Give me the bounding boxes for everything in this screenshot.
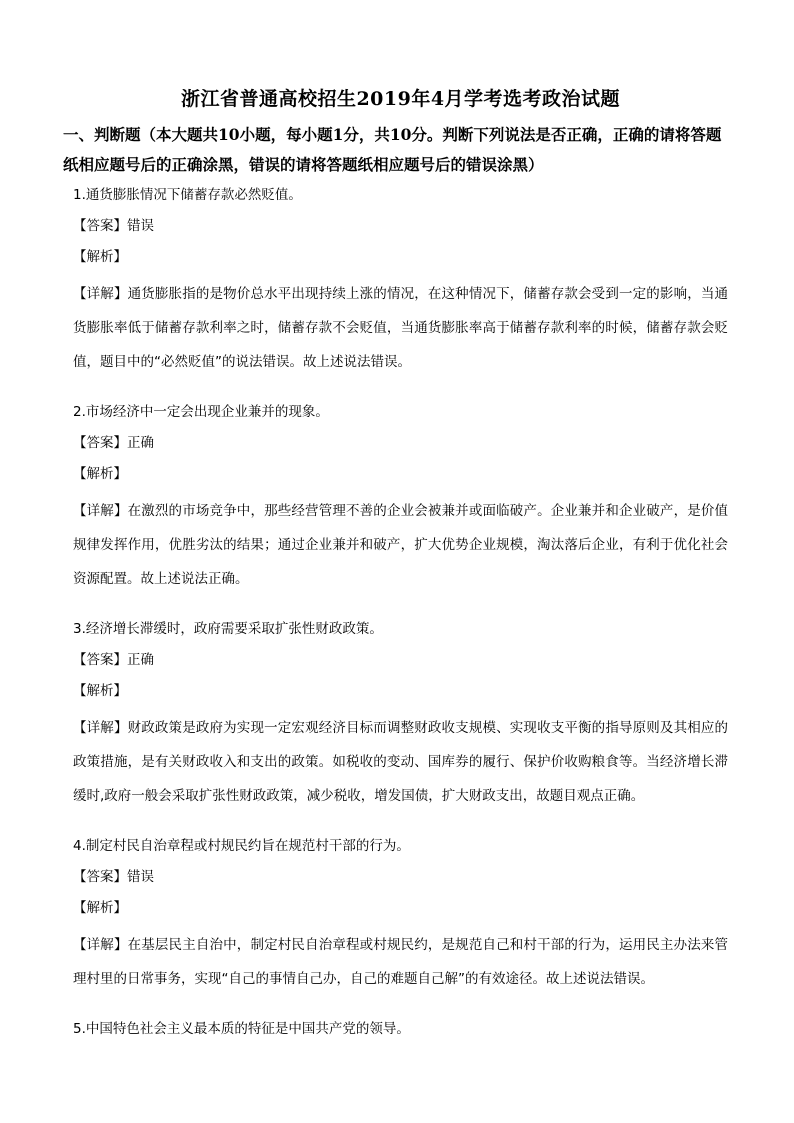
answer-value: 错误 — [127, 869, 154, 885]
detail-label: 【详解】 — [73, 503, 128, 519]
answer-label: 【答案】 — [73, 218, 127, 234]
question-stem: 4.制定村民自治章程或村规民约旨在规范村干部的行为。 — [73, 838, 410, 854]
question-stem: 2.市场经济中一定会出现企业兼并的现象。 — [73, 404, 329, 420]
answer-value: 正确 — [127, 435, 154, 451]
question-stem: 5.中国特色社会主义最本质的特征是中国共产党的领导。 — [73, 1021, 410, 1037]
question-stem: 3.经济增长滞缓时，政府需要采取扩张性财政政策。 — [73, 621, 383, 637]
answer-value: 错误 — [127, 218, 154, 234]
detail-label: 【详解】 — [73, 720, 128, 736]
answer-label: 【答案】 — [73, 652, 127, 668]
question-1 — [73, 184, 728, 379]
detail-paragraph — [73, 928, 728, 996]
answer-value: 正确 — [127, 652, 154, 668]
question-5 — [73, 1018, 728, 1040]
question-3 — [73, 618, 728, 813]
detail-label: 【详解】 — [73, 286, 128, 302]
answer-label: 【答案】 — [73, 869, 127, 885]
detail-paragraph — [73, 277, 728, 379]
question-2 — [73, 401, 728, 596]
detail-text: 在激烈的市场竞争中，那些经营管理不善的企业会被兼并或面临破产。企业兼并和企业破产，是价值规律发挥作用，优胜劣汰的结果；通过企业兼并和破产，扩大优势企业规模，淘汰落后企业，有利于优化社会资源配置。故上述说法正确。 — [73, 503, 729, 587]
answer-line — [73, 432, 728, 454]
analysis-label: 【解析】 — [73, 900, 127, 916]
answer-line — [73, 866, 728, 888]
detail-text: 财政政策是政府为实现一定宏观经济目标而调整财政收支规模、实现收支平衡的指导原则及其相应的政策措施，是有关财政收入和支出的政策。如税收的变动、国库券的履行、保护价收购粮食等。当经济增长滞缓时,政府一般会采取扩张性财政政策，减少税收，增发国债，扩大财政支出，故题目观点正确。 — [73, 720, 729, 804]
detail-text: 在基层民主自治中，制定村民自治章程或村规民约，是规范自己和村干部的行为，运用民主办法来管理村里的日常事务，实现“自己的事情自己办，自己的难题自己解”的有效途径。故上述说法错误。 — [73, 937, 729, 987]
question-stem: 1.通货膨胀情况下储蓄存款必然贬值。 — [73, 187, 302, 203]
answer-line — [73, 649, 728, 671]
document-title: 浙江省普通高校招生2019年4月学考选考政治试题 — [180, 88, 621, 110]
answer-label: 【答案】 — [73, 435, 127, 451]
answer-line — [73, 215, 728, 237]
detail-paragraph — [73, 494, 728, 596]
question-4 — [73, 835, 728, 996]
detail-paragraph — [73, 711, 728, 813]
analysis-label: 【解析】 — [73, 249, 127, 265]
detail-label: 【详解】 — [73, 937, 128, 953]
analysis-label: 【解析】 — [73, 683, 127, 699]
analysis-label: 【解析】 — [73, 466, 127, 482]
detail-text: 通货膨胀指的是物价总水平出现持续上涨的情况，在这种情况下，储蓄存款会受到一定的影响，当通货膨胀率低于储蓄存款利率之时，储蓄存款不会贬值，当通货膨胀率高于储蓄存款利率的时候，储蓄存款会贬值，题目中的“必然贬值”的说法错误。故上述说法错误。 — [73, 286, 729, 370]
section-heading: 一、判断题（本大题共10小题，每小题1分，共10分。判断下列说法是否正确，正确的请将答题纸相应题号后的正确涂黑，错误的请将答题纸相应题号后的错误涂黑） — [63, 125, 722, 174]
